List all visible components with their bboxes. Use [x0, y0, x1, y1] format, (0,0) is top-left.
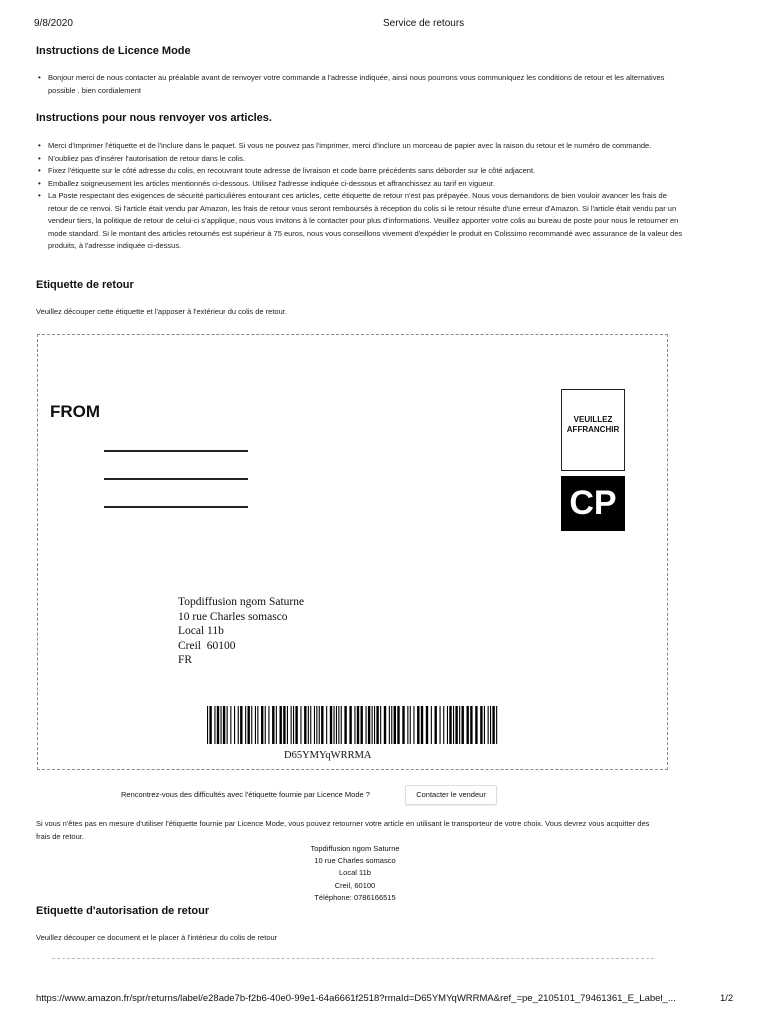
from-label: FROM [50, 402, 101, 421]
sender-line-3 [104, 506, 248, 508]
label-heading: Etiquette de retour [36, 279, 134, 291]
auth-heading: Etiquette d'autorisation de retour [36, 905, 210, 917]
address-line: Local 11b [178, 625, 224, 638]
barcode-text: D65YMYqWRRMA [284, 750, 372, 761]
list-item: • N'oubliez pas d'insérer l'autorisation de retour dans le colis. [48, 153, 684, 166]
sender-line-1 [104, 450, 248, 452]
page-url: https://www.amazon.fr/spr/returns/label/e28ade7b-f2b6-40e0-99e1-64a6661f2518?rmaId=D65YMYqWRRMA&ref_=pe_2105101_79461361_E_Label_... [36, 993, 676, 1004]
stamp-text-2: AFFRANCHIR [566, 425, 620, 434]
address-line: Local 11b [339, 868, 371, 878]
address-line: Creil 60100 [178, 639, 236, 652]
auth-instruction: Veuillez découper ce document et le placer à l'intérieur du colis de retour [36, 933, 278, 942]
licence-list [36, 72, 684, 97]
cp-logo: CP [561, 476, 625, 531]
address-line: Téléphone: 0786166515 [314, 892, 396, 902]
contact-seller-button[interactable]: Contacter le vendeur [405, 785, 497, 805]
difficulty-question: Rencontrez-vous des difficultés avec l'étiquette fournie par Licence Mode ? [121, 790, 370, 799]
stamp-box [561, 389, 625, 471]
sender-line-2 [104, 478, 248, 480]
address-line: Creil, 60100 [334, 880, 376, 890]
address-line: 10 rue Charles somasco [314, 856, 396, 866]
recipient-address [178, 595, 304, 668]
list-item: • La Poste respectant des exigences de sécurité particulières entourant ces articles, cette étiquette de retour n'est pas prépayée. Nous vous demandons de bien vouloir avancer les frais de retour de ce renvoi. Si l'article était vendu par Amazon, les frais de retour vous seront remboursés à réception du colis si le retour résulte d'une erreur d'Amazon. Si l'article était vendu par un vendeur tiers, la politique de retour de celui-ci s'applique, nous vous invitons à le contacter pour plus d'informations. Veuillez apporter votre colis au bureau de poste pour nous le retourner en mode standard. Si le montant des articles retournés est supérieur à 75 euros, nous vous conseillons vivement d'expédier le produit en Colissimo recommandé avec assurance de la valeur des produits, à l'adresse indiquée ci-dessus. [48, 190, 684, 253]
label-instruction: Veuillez découper cette étiquette et l'apposer à l'extérieur du colis de retour. [36, 307, 287, 316]
print-date: 9/8/2020 [34, 18, 73, 29]
address-line: Topdiffusion ngom Saturne [310, 844, 400, 853]
instructions-list [36, 140, 684, 253]
list-item: • Bonjour merci de nous contacter au préalable avant de renvoyer votre commande a l'adresse indiquée, ainsi nous pourrons vous communiquez les conditions de retour et les alternatives possible . bien cordialement [48, 72, 684, 97]
print-title: Service de retours [383, 18, 465, 29]
cut-line [52, 958, 654, 959]
stamp-text-1: VEUILLEZ [573, 415, 613, 424]
address-line: 10 rue Charles somasco [178, 610, 288, 623]
page-number: 1/2 [720, 993, 734, 1004]
licence-heading: Instructions de Licence Mode [36, 45, 191, 57]
address-line: Topdiffusion ngom Saturne [178, 596, 305, 608]
list-item: • Merci d'imprimer l'étiquette et de l'inclure dans le paquet. Si vous ne pouvez pas l'imprimer, merci d'inclure un morceau de papier avec la raison du retour et le numéro de commande. [48, 140, 684, 153]
address-line: FR [178, 654, 193, 667]
instructions-heading: Instructions pour nous renvoyer vos articles. [36, 112, 272, 124]
list-item: • Fixez l'étiquette sur le côté adresse du colis, en recouvrant toute adresse de livraison et code barre précédents sans déborder sur le côté adjacent. [48, 165, 684, 178]
alt-carrier-text: Si vous n'êtes pas en mesure d'utiliser l'étiquette fournie par Licence Mode, vous pouvez retourner votre article en utilisant le transporteur de votre choix. Vous devrez vous acquitter des frais de retour. [36, 819, 650, 841]
alt-address [250, 843, 460, 904]
barcode [207, 706, 499, 744]
list-item: • Emballez soigneusement les articles mentionnés ci-dessous. Utilisez l'adresse indiquée ci-dessous et affranchissez au tarif en vigueur. [48, 178, 684, 191]
